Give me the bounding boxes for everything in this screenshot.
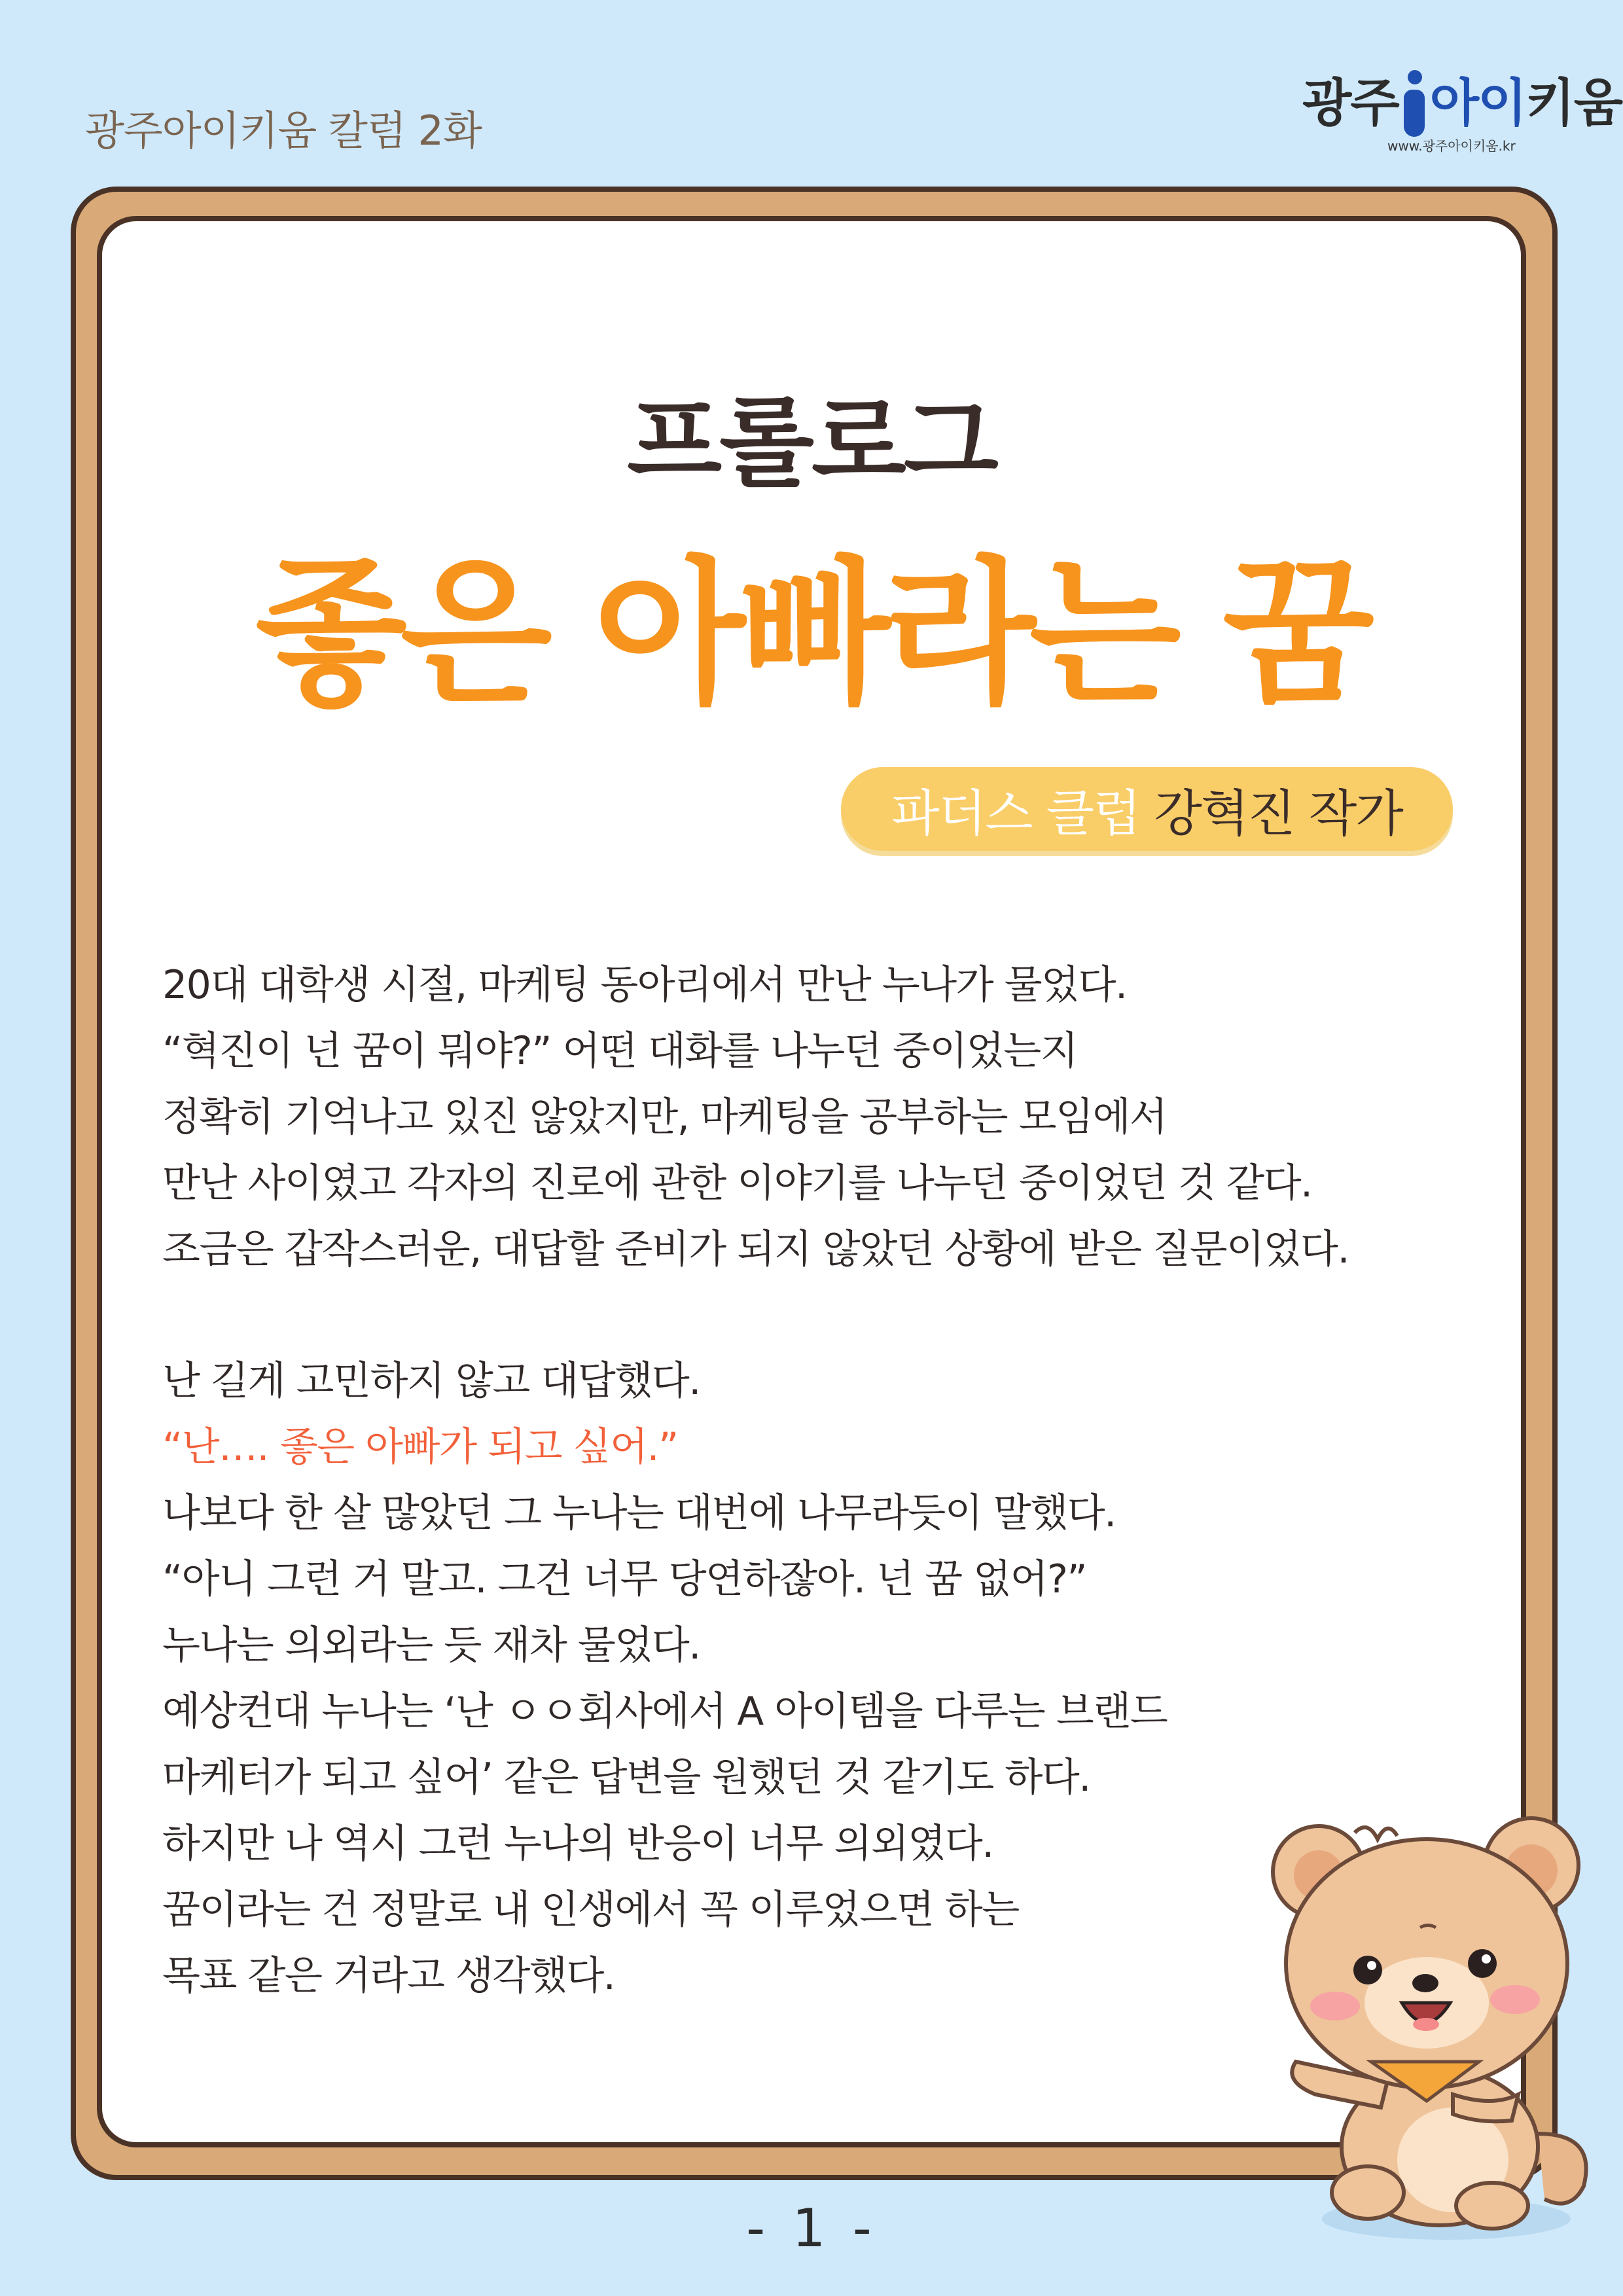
body-line: 목표 같은 거라고 생각했다. bbox=[162, 1953, 615, 1999]
article-body bbox=[162, 952, 1438, 2009]
logo-person-icon bbox=[1401, 70, 1427, 135]
logo-wordmark bbox=[1302, 62, 1622, 135]
body-line: 난 길게 고민하지 않고 대답했다. bbox=[162, 1358, 700, 1404]
paragraph-gap bbox=[162, 1283, 1438, 1348]
author-name: 강혁진 작가 bbox=[1154, 783, 1402, 842]
author-club: 파더스 클럽 bbox=[891, 783, 1140, 842]
main-title: 좋은 아빠라는 꿈 bbox=[255, 542, 1368, 725]
body-line: “혁진이 넌 꿈이 뭐야?” 어떤 대화를 나누던 중이었는지 bbox=[162, 1028, 1078, 1074]
body-line: 꿈이라는 건 정말로 내 인생에서 꼭 이루었으면 하는 bbox=[162, 1887, 1019, 1933]
logo-text-right: 키움 bbox=[1525, 74, 1622, 133]
highlighted-quote: “난…. 좋은 아빠가 되고 싶어.” bbox=[162, 1424, 678, 1470]
body-line: 나보다 한 살 많았던 그 누나는 대번에 나무라듯이 말했다. bbox=[162, 1490, 1116, 1536]
body-line: 누나는 의외라는 듯 재차 물었다. bbox=[162, 1623, 700, 1668]
brand-logo[interactable] bbox=[1302, 36, 1622, 160]
body-line: 예상컨대 누나는 ‘난 ㅇㅇ회사에서 A 아이템을 다루는 브랜드 bbox=[162, 1689, 1168, 1734]
body-line: 만난 사이였고 각자의 진로에 관한 이야기를 나누던 중이었던 것 같다. bbox=[162, 1160, 1312, 1206]
body-line: 마케터가 되고 싶어’ 같은 답변을 원했던 것 같기도 하다. bbox=[162, 1755, 1090, 1801]
prologue-heading: 프롤로그 bbox=[627, 386, 996, 500]
body-line: 정확히 기억나고 있진 않았지만, 마케팅을 공부하는 모임에서 bbox=[162, 1094, 1167, 1140]
logo-text-left: 광주 bbox=[1302, 74, 1399, 133]
body-line: 하지만 나 역시 그런 누나의 반응이 너무 의외였다. bbox=[162, 1821, 993, 1867]
page-number: - 1 - bbox=[746, 2198, 877, 2259]
body-line: 20대 대학생 시절, 마케팅 동아리에서 만난 누나가 물었다. bbox=[162, 962, 1127, 1008]
body-line: 조금은 갑작스러운, 대답할 준비가 되지 않았던 상황에 받은 질문이었다. bbox=[162, 1227, 1349, 1272]
quokka-mascot-illustration bbox=[1257, 1767, 1610, 2251]
paragraph-2 bbox=[162, 1348, 1438, 2009]
author-badge bbox=[841, 767, 1453, 851]
paragraph-1 bbox=[162, 952, 1438, 1283]
series-label: 광주아이키움 칼럼 2화 bbox=[85, 107, 482, 154]
body-line: “아니 그런 거 말고. 그건 너무 당연하잖아. 넌 꿈 없어?” bbox=[162, 1556, 1087, 1602]
logo-url: www.광주아이키움.kr bbox=[1387, 138, 1516, 154]
logo-text-mid: 아이 bbox=[1429, 74, 1526, 133]
